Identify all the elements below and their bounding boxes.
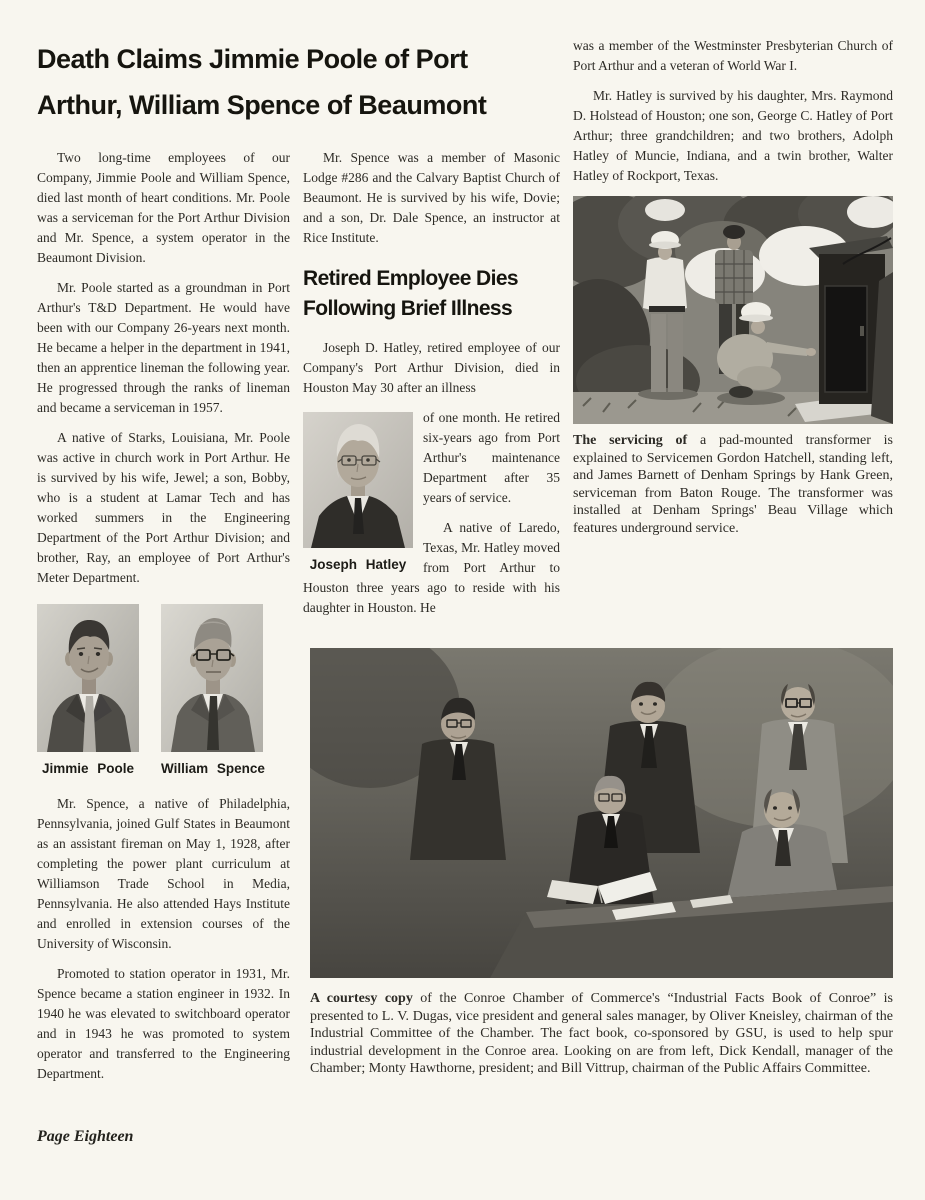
photo-caption: William Spence bbox=[161, 761, 265, 776]
column-left bbox=[37, 148, 290, 1094]
conroe-caption bbox=[310, 990, 893, 1078]
conroe-presentation-photo bbox=[310, 648, 893, 978]
paragraph: A native of Starks, Louisiana, Mr. Poole was active in church work in Port Arthur. He is survived by his wife, Jewel; a son, Bobby, who is a student at Lamar Tech and has worked summers in the Engineering Department of the Port Arthur Division; and brother, Ray, an employee of Port Arthur's Meter Department. bbox=[37, 430, 290, 585]
retired-headline-line2: Following Brief Illness bbox=[303, 297, 513, 320]
main-headline bbox=[37, 36, 567, 128]
william-spence-portrait bbox=[161, 604, 265, 776]
jimmie-poole-photo bbox=[37, 604, 139, 752]
caption-lead: A courtesy copy bbox=[310, 991, 413, 1006]
retired-employee-headline bbox=[303, 264, 560, 324]
paragraph: Mr. Hatley is survived by his daughter, Mrs. Raymond D. Holstead of Houston; one son, George C. Hatley of Port Arthur; three grandchildren; and two brothers, Adolph Hatley of Muncie, Indiana, and a twin brother, Walter Hatley of Rockport, Texas. bbox=[573, 88, 893, 183]
joseph-hatley-portrait bbox=[303, 412, 413, 572]
retired-headline-line1: Retired Employee Dies bbox=[303, 267, 518, 290]
paragraph: was a member of the Westminster Presbyterian Church of Port Arthur and a veteran of World War I. bbox=[573, 38, 893, 73]
column-middle bbox=[303, 148, 560, 628]
caption-text: of the Conroe Chamber of Commerce's “Industrial Facts Book of Conroe” is presented to L. V. Dugas, vice president and general sales manager, by Oliver Kneisley, chairman of the Industrial Committee of the Chamber. The fact book, co-sponsored by GSU, is used to help spur industrial development in the Conroe area. Looking on are from left, Dick Kendall, manager of the Chamber; Monty Hawthorne, president; and Bill Vittrup, chairman of the Public Affairs Committee. bbox=[310, 991, 893, 1076]
hatley-story-wrap bbox=[303, 408, 560, 628]
caption-lead: The servicing of bbox=[573, 433, 688, 448]
transformer-photo bbox=[573, 196, 893, 424]
jimmie-poole-portrait bbox=[37, 604, 139, 776]
paragraph: Mr. Poole started as a groundman in Port Arthur's T&D Department. He would have been with our Company 26-years next month. He became a helper in the department in 1941, then an apprentice lineman the following year. He progressed through the ranks of lineman and became a serviceman in 1957. bbox=[37, 280, 290, 415]
column-right bbox=[573, 36, 893, 547]
conroe-section bbox=[310, 648, 893, 1088]
main-headline-line1: Death Claims Jimmie Poole of Port bbox=[37, 44, 468, 74]
paragraph: Two long-time employees of our Company, Jimmie Poole and William Spence, died last month of heart conditions. Mr. Poole was a serviceman for the Port Arthur Division and Mr. Spence, a system operator in the Beaumont Division. bbox=[37, 150, 290, 265]
joseph-hatley-photo bbox=[303, 412, 413, 548]
paragraph: Mr. Spence, a native of Philadelphia, Pennsylvania, joined Gulf States in Beaumont as an assistant fireman on May 1, 1928, after completing the power plant curriculum at Williamson Trade School in Media, Pennsylvania. He also attended Hays Institute and enrolled in extension courses of the University of Wisconsin. bbox=[37, 796, 290, 951]
portrait-row bbox=[37, 604, 290, 776]
paragraph: A native of Laredo, Texas, Mr. Hatley moved from Port Arthur to Houston three years ago to reside with his daughter in Houston. He bbox=[303, 520, 560, 615]
transformer-servicing-photo bbox=[573, 196, 893, 424]
conroe-group-photo bbox=[310, 648, 893, 978]
paragraph: Promoted to station operator in 1931, Mr. Spence became a station engineer in 1932. In 1940 he was elevated to switchboard operator and in 1943 he was promoted to system operator and transferred to the Engineering Department. bbox=[37, 966, 290, 1081]
main-headline-line2: Arthur, William Spence of Beaumont bbox=[37, 90, 487, 120]
paragraph: of one month. He retired six-years ago from Port Arthur's maintenance Department after 35 years of service. bbox=[423, 410, 560, 505]
william-spence-photo bbox=[161, 604, 263, 752]
paragraph: Mr. Spence was a member of Masonic Lodge #286 and the Calvary Baptist Church of Beaumont. He is survived by his wife, Dovie; and a son, Dr. Dale Spence, an instructor at Rice Institute. bbox=[303, 150, 560, 245]
caption-text: a pad-mounted transformer is explained to Servicemen Gordon Hatchell, standing left, and James Barnett of Denham Springs by Hank Green, serviceman from Baton Rouge. The transformer was installed at Denham Springs' Beau Village which features underground service. bbox=[573, 433, 894, 536]
photo-caption: Joseph Hatley bbox=[309, 557, 407, 572]
photo-caption: Jimmie Poole bbox=[41, 761, 135, 776]
transformer-caption bbox=[573, 432, 893, 537]
paragraph: Joseph D. Hatley, retired employee of our Company's Port Arthur Division, died in Houston May 30 after an illness bbox=[303, 340, 560, 395]
page-number: Page Eighteen bbox=[37, 1128, 134, 1145]
